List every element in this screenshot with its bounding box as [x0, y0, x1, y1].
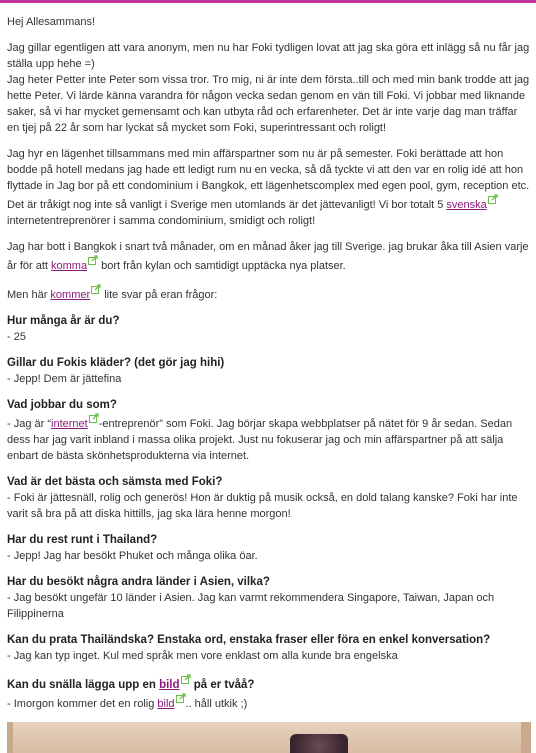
- link-bild-answer[interactable]: bild: [157, 698, 175, 710]
- external-link-icon[interactable]: [89, 413, 99, 423]
- answer-job-text: - Jag är “: [7, 418, 52, 430]
- answer-job: [7, 413, 531, 464]
- post-photo: [7, 722, 531, 753]
- question-thai-language: Kan du prata Thailändska? Enstaka ord, enstaka fraser eller föra en enkel konversation?: [7, 634, 491, 646]
- answer-photo: [7, 693, 531, 712]
- answer-clothes: - Jepp! Dem är jättefina: [7, 373, 122, 385]
- link-svenska[interactable]: svenska: [446, 199, 487, 211]
- link-internet[interactable]: internet: [51, 418, 88, 430]
- photo-frame-left: [7, 722, 13, 753]
- apartment-text: Jag hyr en lägenhet tillsammans med min affärspartner som nu är på semester. Foki berättade att hon bodde på hotell medans jag hade ett ledigt rum nu en vecka, så då tyckte vi att den var en rolig idé att hon flyttade in Jag bor på ett condominium i Bangkok, ett lägenhetscomplex med egen pool, gym, reception etc. Det är tråkigt nog inte så vanligt i Sverige men utomlands är det jättevanligt! Vi bor totalt 5: [7, 148, 530, 211]
- answer-thai-language: - Jag kan typ inget. Kul med språk men vore enklast om alla kunde bra engelska: [7, 650, 398, 662]
- question-thailand-travel: Har du rest runt i Thailand?: [7, 534, 158, 546]
- answers-intro-paragraph: [7, 284, 531, 303]
- question-photo-text: Kan du snälla lägga upp en: [7, 679, 160, 691]
- question-asia-countries: Har du besökt några andra länder i Asien, vilka?: [7, 576, 270, 588]
- greeting: Hej Allesammans!: [7, 16, 96, 28]
- blog-post-body: [7, 14, 531, 722]
- link-kommer[interactable]: kommer: [50, 289, 91, 301]
- top-accent-bar: [0, 0, 536, 3]
- answer-job-text-end: -entreprenör” som Foki. Jag börjar skapa webbplatser på nätet för 9 år sedan. Sedan dess har jag varit inbland i massa olika projekt. Just nu fokuserar jag och min affärspartner på att sälja enbart de bästa skönhetsprodukterna via internet.: [7, 418, 513, 462]
- external-link-icon[interactable]: [91, 284, 101, 294]
- apartment-text-end: internetentreprenörer i samma condominium, smidigt och roligt!: [7, 215, 316, 227]
- question-best-worst: Vad är det bästa och sämsta med Foki?: [7, 476, 223, 488]
- link-komma[interactable]: komma: [51, 260, 88, 272]
- intro-line-1: Jag gillar egentligen att vara anonym, men nu har Foki tydligen lovat att jag ska göra ett inlägg så nu får jag ställa upp hehe =): [7, 42, 530, 70]
- question-age: Hur många år är du?: [7, 315, 120, 327]
- answers-intro-text-end: lite svar på eran frågor:: [101, 289, 218, 301]
- question-clothes: Gillar du Fokis kläder? (det gör jag hihi): [7, 357, 225, 369]
- photo-frame-right: [521, 722, 531, 753]
- external-link-icon[interactable]: [88, 255, 98, 265]
- answer-asia-countries: - Jag besökt ungefär 10 länder i Asien. Jag kan varmt rekommendera Singapore, Taiwan, Japan och Filippinerna: [7, 592, 495, 620]
- answer-photo-text: - Imorgon kommer det en rolig: [7, 698, 158, 710]
- question-job: Vad jobbar du som?: [7, 399, 117, 411]
- answer-photo-text-end: .. håll utkik ;): [185, 698, 248, 710]
- bangkok-paragraph: [7, 239, 531, 274]
- intro-paragraph: [7, 40, 531, 136]
- bangkok-text: Jag har bott i Bangkok i snart två månader, om en månad åker jag till Sverige. jag brukar åka till Asien varje år för att: [7, 241, 529, 272]
- answer-thailand-travel: - Jepp! Jag har besökt Phuket och många olika öar.: [7, 550, 258, 562]
- question-photo-text-end: på er tvåå?: [190, 679, 255, 691]
- external-link-icon[interactable]: [176, 693, 186, 703]
- external-link-icon[interactable]: [181, 674, 191, 684]
- photo-lamp-shape: [290, 734, 348, 753]
- bangkok-text-end: bort från kylan och samtidigt upptäcka nya platser.: [98, 260, 346, 272]
- answer-age: - 25: [7, 331, 26, 343]
- apartment-paragraph: [7, 146, 531, 229]
- question-photo: [7, 674, 531, 693]
- answers-intro-text: Men här: [7, 289, 51, 301]
- intro-line-2: Jag heter Petter inte Peter som vissa tror. Tro mig, ni är inte dem första..till och med min bank trodde att jag hette Peter. Vi lärde känna varandra för någon vecka sedan genom en vän till Foki. Vi jobbar med liknande saker, så vi har mycket gemensamt och kan utbyta råd och erfarenheter. Det är inte varje dag man träffar en tjej på 22 år som har lyckat så mycket som Foki, superintressant och roligt!: [7, 74, 530, 134]
- external-link-icon[interactable]: [488, 194, 498, 204]
- link-bild-question[interactable]: bild: [159, 679, 180, 691]
- answer-best-worst: - Foki är jättesnäll, rolig och generös! Hon är duktig på musik också, en dold talang kanske? Foki har inte varit så bra på att diska hittills, jag ska lära henne morgon!: [7, 492, 518, 520]
